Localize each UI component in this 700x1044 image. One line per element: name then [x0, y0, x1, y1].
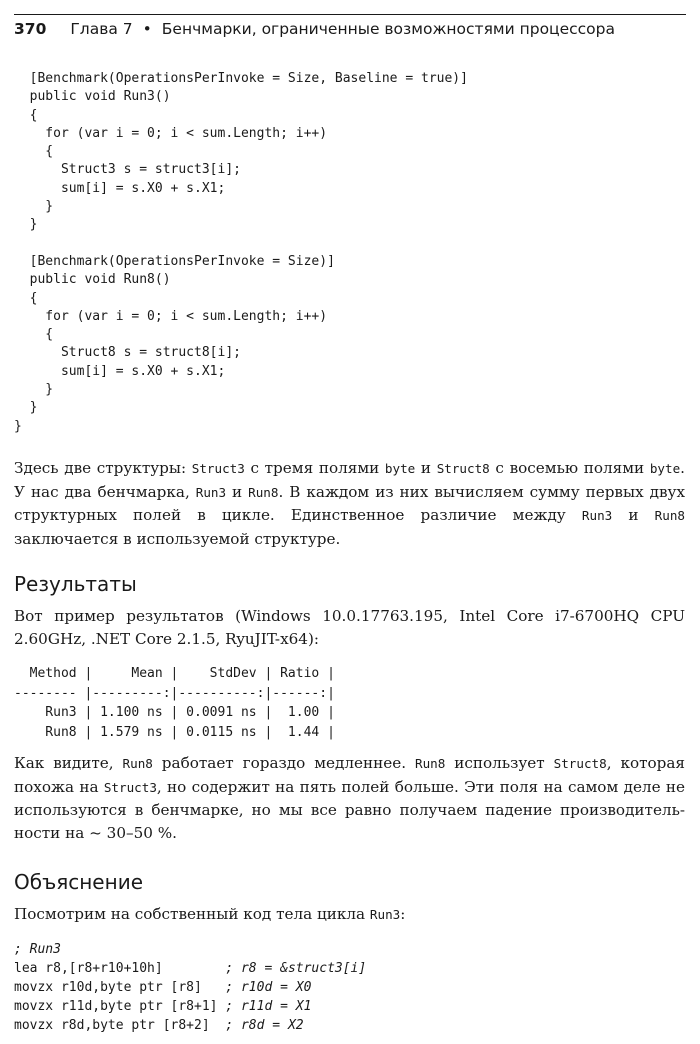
asm-instruction: movzx r10d,byte ptr [r8]: [14, 980, 226, 995]
text-run: . У нас два бенчмарка,: [14, 459, 685, 501]
text-run: и: [415, 459, 437, 477]
text-run: с тремя полями: [244, 459, 385, 477]
code-line: }: [14, 199, 54, 215]
results-heading: Результаты: [14, 572, 137, 596]
text-run: с восемью полями: [489, 459, 650, 477]
text-run: Здесь две структуры:: [14, 459, 192, 477]
text-run: . В каждом из них вычисляем сумму первых двух структурных полей в цикле. Единственное различие между: [14, 482, 686, 524]
assembly-code-block: [14, 940, 366, 1035]
page-number: 370: [14, 20, 47, 38]
header-bullet: •: [142, 20, 152, 38]
code-line: }: [14, 217, 38, 233]
code-line: public void Run8(): [14, 272, 171, 288]
code-line: Struct3 s = struct3[i];: [14, 162, 241, 178]
asm-comment: ; r8 = &struct3[i]: [225, 961, 367, 976]
text-run: Run3: [195, 484, 227, 500]
chapter-label: Глава 7: [70, 20, 133, 38]
text-run: Run3: [369, 907, 401, 922]
benchmark-code-block: [14, 70, 468, 436]
text-run: Run3: [581, 508, 613, 523]
code-line: [Benchmark(OperationsPerInvoke = Size, Baseline = true)]: [14, 71, 468, 86]
text-run: использует: [445, 754, 554, 772]
table-row: Run8 | 1.579 ns | 0.0115 ns | 1.44 |: [14, 724, 335, 740]
explanation-heading: Объяснение: [14, 870, 143, 894]
code-line: [Benchmark(OperationsPerInvoke = Size)]: [14, 253, 335, 269]
page-header: [14, 14, 686, 44]
chapter-title: Бенчмарки, ограниченные возможностями процессора: [161, 20, 616, 38]
code-line: sum[i] = s.X0 + s.X1;: [14, 363, 226, 379]
code-line: }: [14, 382, 54, 398]
text-run: Посмотрим на собственный код тела цикла: [14, 905, 370, 923]
text-run: , но содержит на пять полей больше. Эти поля на самом деле не используются в бенчмарке, но мы все равно получаем падение производительности на ~ 30–50 %.: [14, 777, 685, 842]
asm-instruction: lea r8,[r8+r10+10h]: [14, 961, 226, 976]
code-line: {: [14, 290, 38, 306]
text-run: :: [400, 905, 406, 923]
text-run: Run8: [122, 756, 153, 771]
paragraph-results-intro: Вот пример результатов (Windows 10.0.17763.195, Intel Core i7-6700HQ CPU 2.60GHz, .NET Core 2.1.5, RyuJIT-x64):: [14, 607, 685, 648]
paragraph-results-analysis: [14, 752, 685, 844]
code-line: {: [14, 107, 38, 123]
text-run: Struct3: [191, 461, 245, 476]
code-line: }: [14, 418, 22, 434]
code-line: sum[i] = s.X0 + s.X1;: [14, 180, 226, 196]
table-separator-row: -------- |---------:|----------:|------:|: [14, 685, 335, 701]
text-run: Struct8: [553, 756, 607, 771]
text-run: Struct3: [103, 779, 157, 795]
code-line: for (var i = 0; i < sum.Length; i++): [14, 125, 328, 141]
text-run: Run8: [248, 484, 279, 500]
text-run: , которая похожа на: [14, 754, 685, 796]
text-run: Как видите,: [14, 754, 123, 772]
text-run: Struct8: [436, 461, 490, 476]
code-line: public void Run3(): [14, 89, 171, 105]
asm-title-comment: ; Run3: [14, 942, 61, 957]
text-run: заключается в используемой структуре.: [14, 529, 341, 548]
header-rule: [14, 14, 686, 15]
asm-comment: ; r11d = X1: [225, 999, 312, 1014]
paragraph-structures: [14, 457, 685, 550]
text-run: Run8: [415, 756, 446, 771]
asm-instruction: movzx r8d,byte ptr [r8+2]: [14, 1018, 226, 1033]
table-header-row: Method | Mean | StdDev | Ratio |: [14, 666, 335, 681]
header-text: [14, 20, 615, 38]
table-row: Run3 | 1.100 ns | 0.0091 ns | 1.00 |: [14, 705, 335, 720]
code-line: for (var i = 0; i < sum.Length; i++): [14, 308, 328, 324]
text-run: byte: [649, 461, 681, 476]
code-line: {: [14, 144, 54, 160]
asm-comment: ; r10d = X0: [225, 980, 312, 995]
asm-comment: ; r8d = X2: [225, 1018, 304, 1033]
code-line: }: [14, 400, 38, 416]
asm-instruction: movzx r11d,byte ptr [r8+1]: [14, 999, 226, 1014]
text-run: работает гораздо медленнее.: [152, 754, 415, 772]
text-run: Run8: [654, 508, 686, 523]
paragraph-explanation: [14, 903, 685, 927]
text-run: byte: [384, 461, 416, 476]
text-run: и: [612, 506, 655, 524]
code-line: {: [14, 327, 54, 343]
text-run: и: [226, 482, 249, 501]
results-table: [14, 664, 335, 742]
code-line: Struct8 s = struct8[i];: [14, 345, 241, 361]
